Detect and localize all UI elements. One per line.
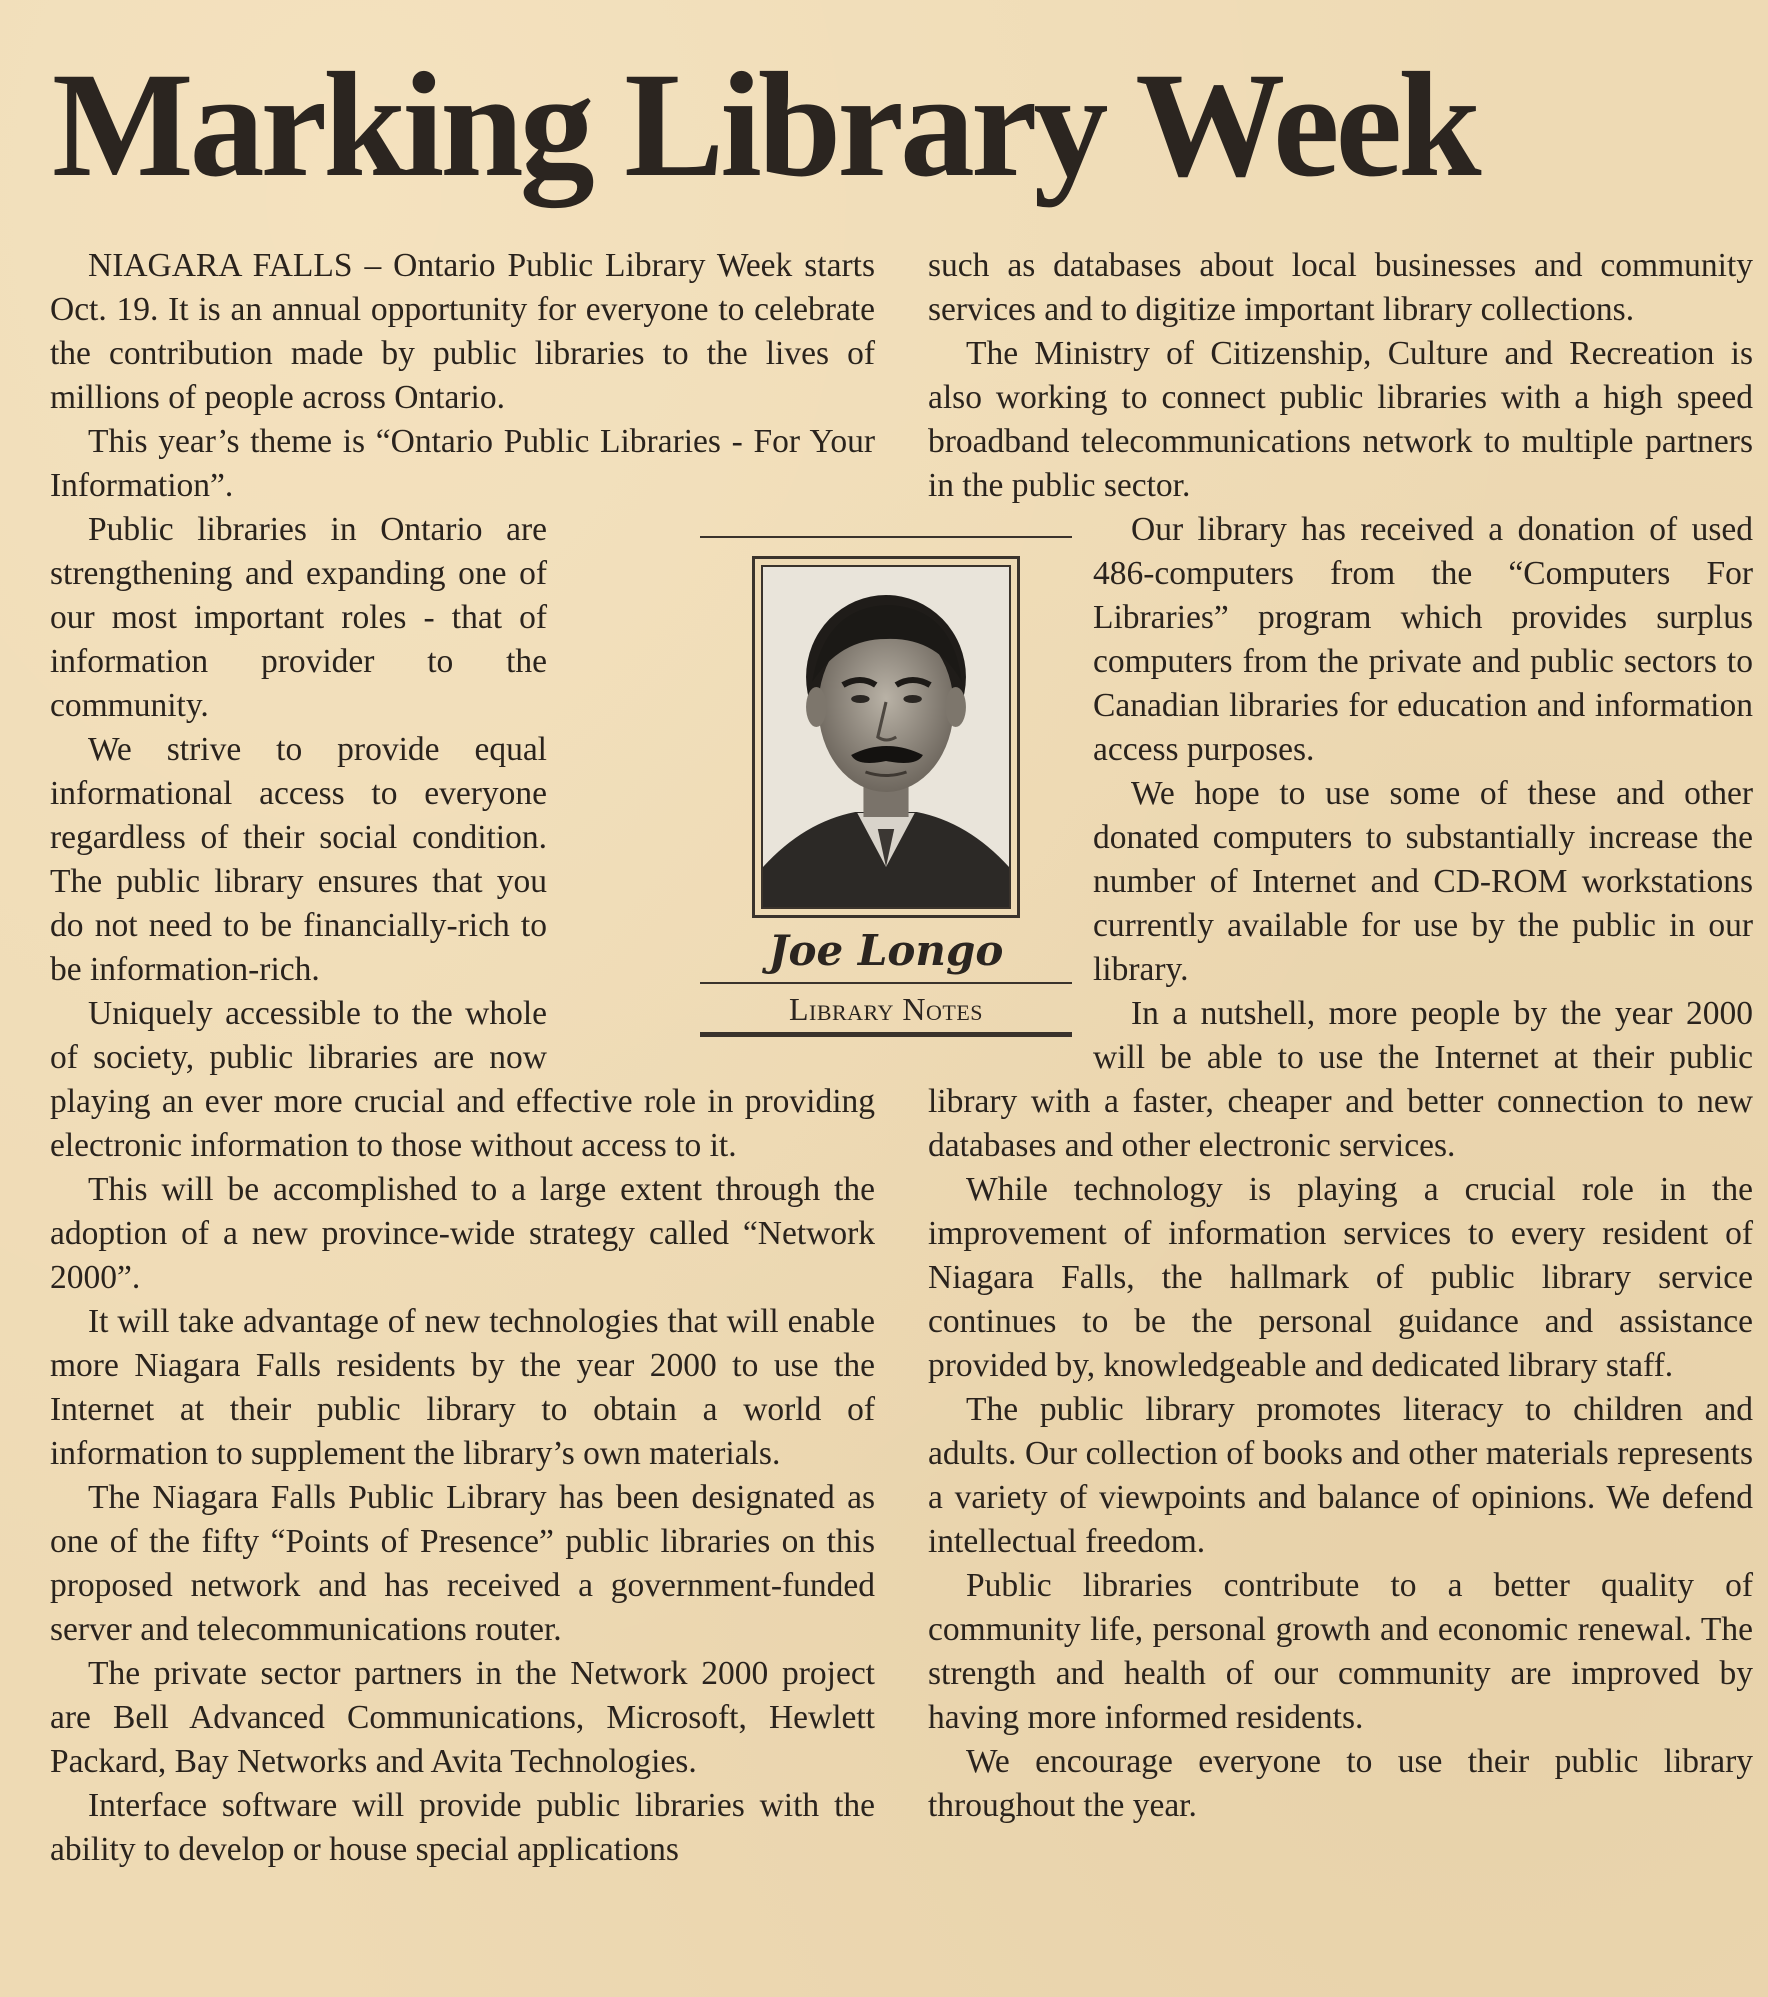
paragraph: This will be accomplished to a large extent through the adoption of a new province-wide strategy called “Network 2000”. bbox=[50, 1171, 875, 1296]
article-column-left bbox=[50, 244, 875, 1872]
author-photo bbox=[752, 556, 1020, 918]
columnist-sidebar bbox=[700, 536, 1072, 1046]
paragraph: We hope to use some of these and other donated computers to substantially increase the number of Internet and CD-ROM workstations currently available for use by the public in our library. bbox=[1093, 775, 1753, 988]
paragraph: NIAGARA FALLS – Ontario Public Library Week starts Oct. 19. It is an annual opportunity for everyone to celebrate the contribution made by public libraries to the lives of millions of people across Ontario. bbox=[50, 247, 875, 416]
paragraph: Public libraries contribute to a better quality of community life, personal growth and economic renewal. The strength and health of our community are improved by having more informed residents. bbox=[928, 1567, 1753, 1736]
paragraph: Interface software will provide public libraries with the ability to develop or house special applications bbox=[50, 1787, 875, 1868]
paragraph: The Niagara Falls Public Library has been designated as one of the fifty “Points of Presence” public libraries on this proposed network and has received a government-funded server and telecommunications router. bbox=[50, 1479, 875, 1648]
paragraph: In a nutshell, more people by the year 2000 will be able to use the Internet at their public library with a faster, cheaper and better connection to new databases and other electronic services. bbox=[928, 995, 1753, 1164]
author-name: Joe Longo bbox=[768, 926, 1004, 975]
paragraph: The Ministry of Citizenship, Culture and Recreation is also working to connect public libraries with a high speed broadband telecommunications network to multiple partners in the public sector. bbox=[928, 335, 1753, 504]
divider bbox=[700, 1032, 1072, 1037]
paragraph: The private sector partners in the Network 2000 project are Bell Advanced Communications, Microsoft, Hewlett Packard, Bay Networks and Avita Technologies. bbox=[50, 1655, 875, 1780]
divider bbox=[700, 982, 1072, 984]
paragraph: Our library has received a donation of used 486-computers from the “Computers For Libraries” program which provides surplus computers from the private and public sectors to Canadian libraries for education and information access purposes. bbox=[1093, 511, 1753, 768]
portrait-illustration bbox=[763, 567, 1009, 907]
paragraph: This year’s theme is “Ontario Public Libraries - For Your Information”. bbox=[50, 423, 875, 504]
paragraph: The public library promotes literacy to children and adults. Our collection of books and other materials represents a variety of viewpoints and balance of opinions. We defend intellectual freedom. bbox=[928, 1391, 1753, 1560]
paragraph: Uniquely accessible to the whole of society, public libraries are now playing an ever more crucial and effective role in providing electronic information to those without access to it. bbox=[50, 995, 875, 1164]
column-title: Library Notes bbox=[788, 991, 984, 1027]
paragraph: While technology is playing a crucial role in the improvement of information services to every resident of Niagara Falls, the hallmark of public library service continues to be the personal guidance and assistance provided by, knowledgeable and dedicated library staff. bbox=[928, 1171, 1753, 1384]
divider bbox=[700, 536, 1072, 538]
paragraph: Public libraries in Ontario are strengthening and expanding one of our most important roles - that of information provider to the community. bbox=[50, 511, 547, 724]
paragraph: It will take advantage of new technologies that will enable more Niagara Falls residents by the year 2000 to use the Internet at their public library to obtain a world of information to supplement the library’s own materials. bbox=[50, 1303, 875, 1472]
paragraph-continued: such as databases about local businesses and community services and to digitize important library collections. bbox=[928, 247, 1753, 328]
portrait-image bbox=[761, 565, 1011, 909]
paragraph: We encourage everyone to use their public library throughout the year. bbox=[928, 1743, 1753, 1824]
paragraph: We strive to provide equal informational access to everyone regardless of their social condition. The public library ensures that you do not need to be financially-rich to be information-rich. bbox=[50, 731, 547, 988]
headline: Marking Library Week bbox=[52, 42, 1478, 208]
